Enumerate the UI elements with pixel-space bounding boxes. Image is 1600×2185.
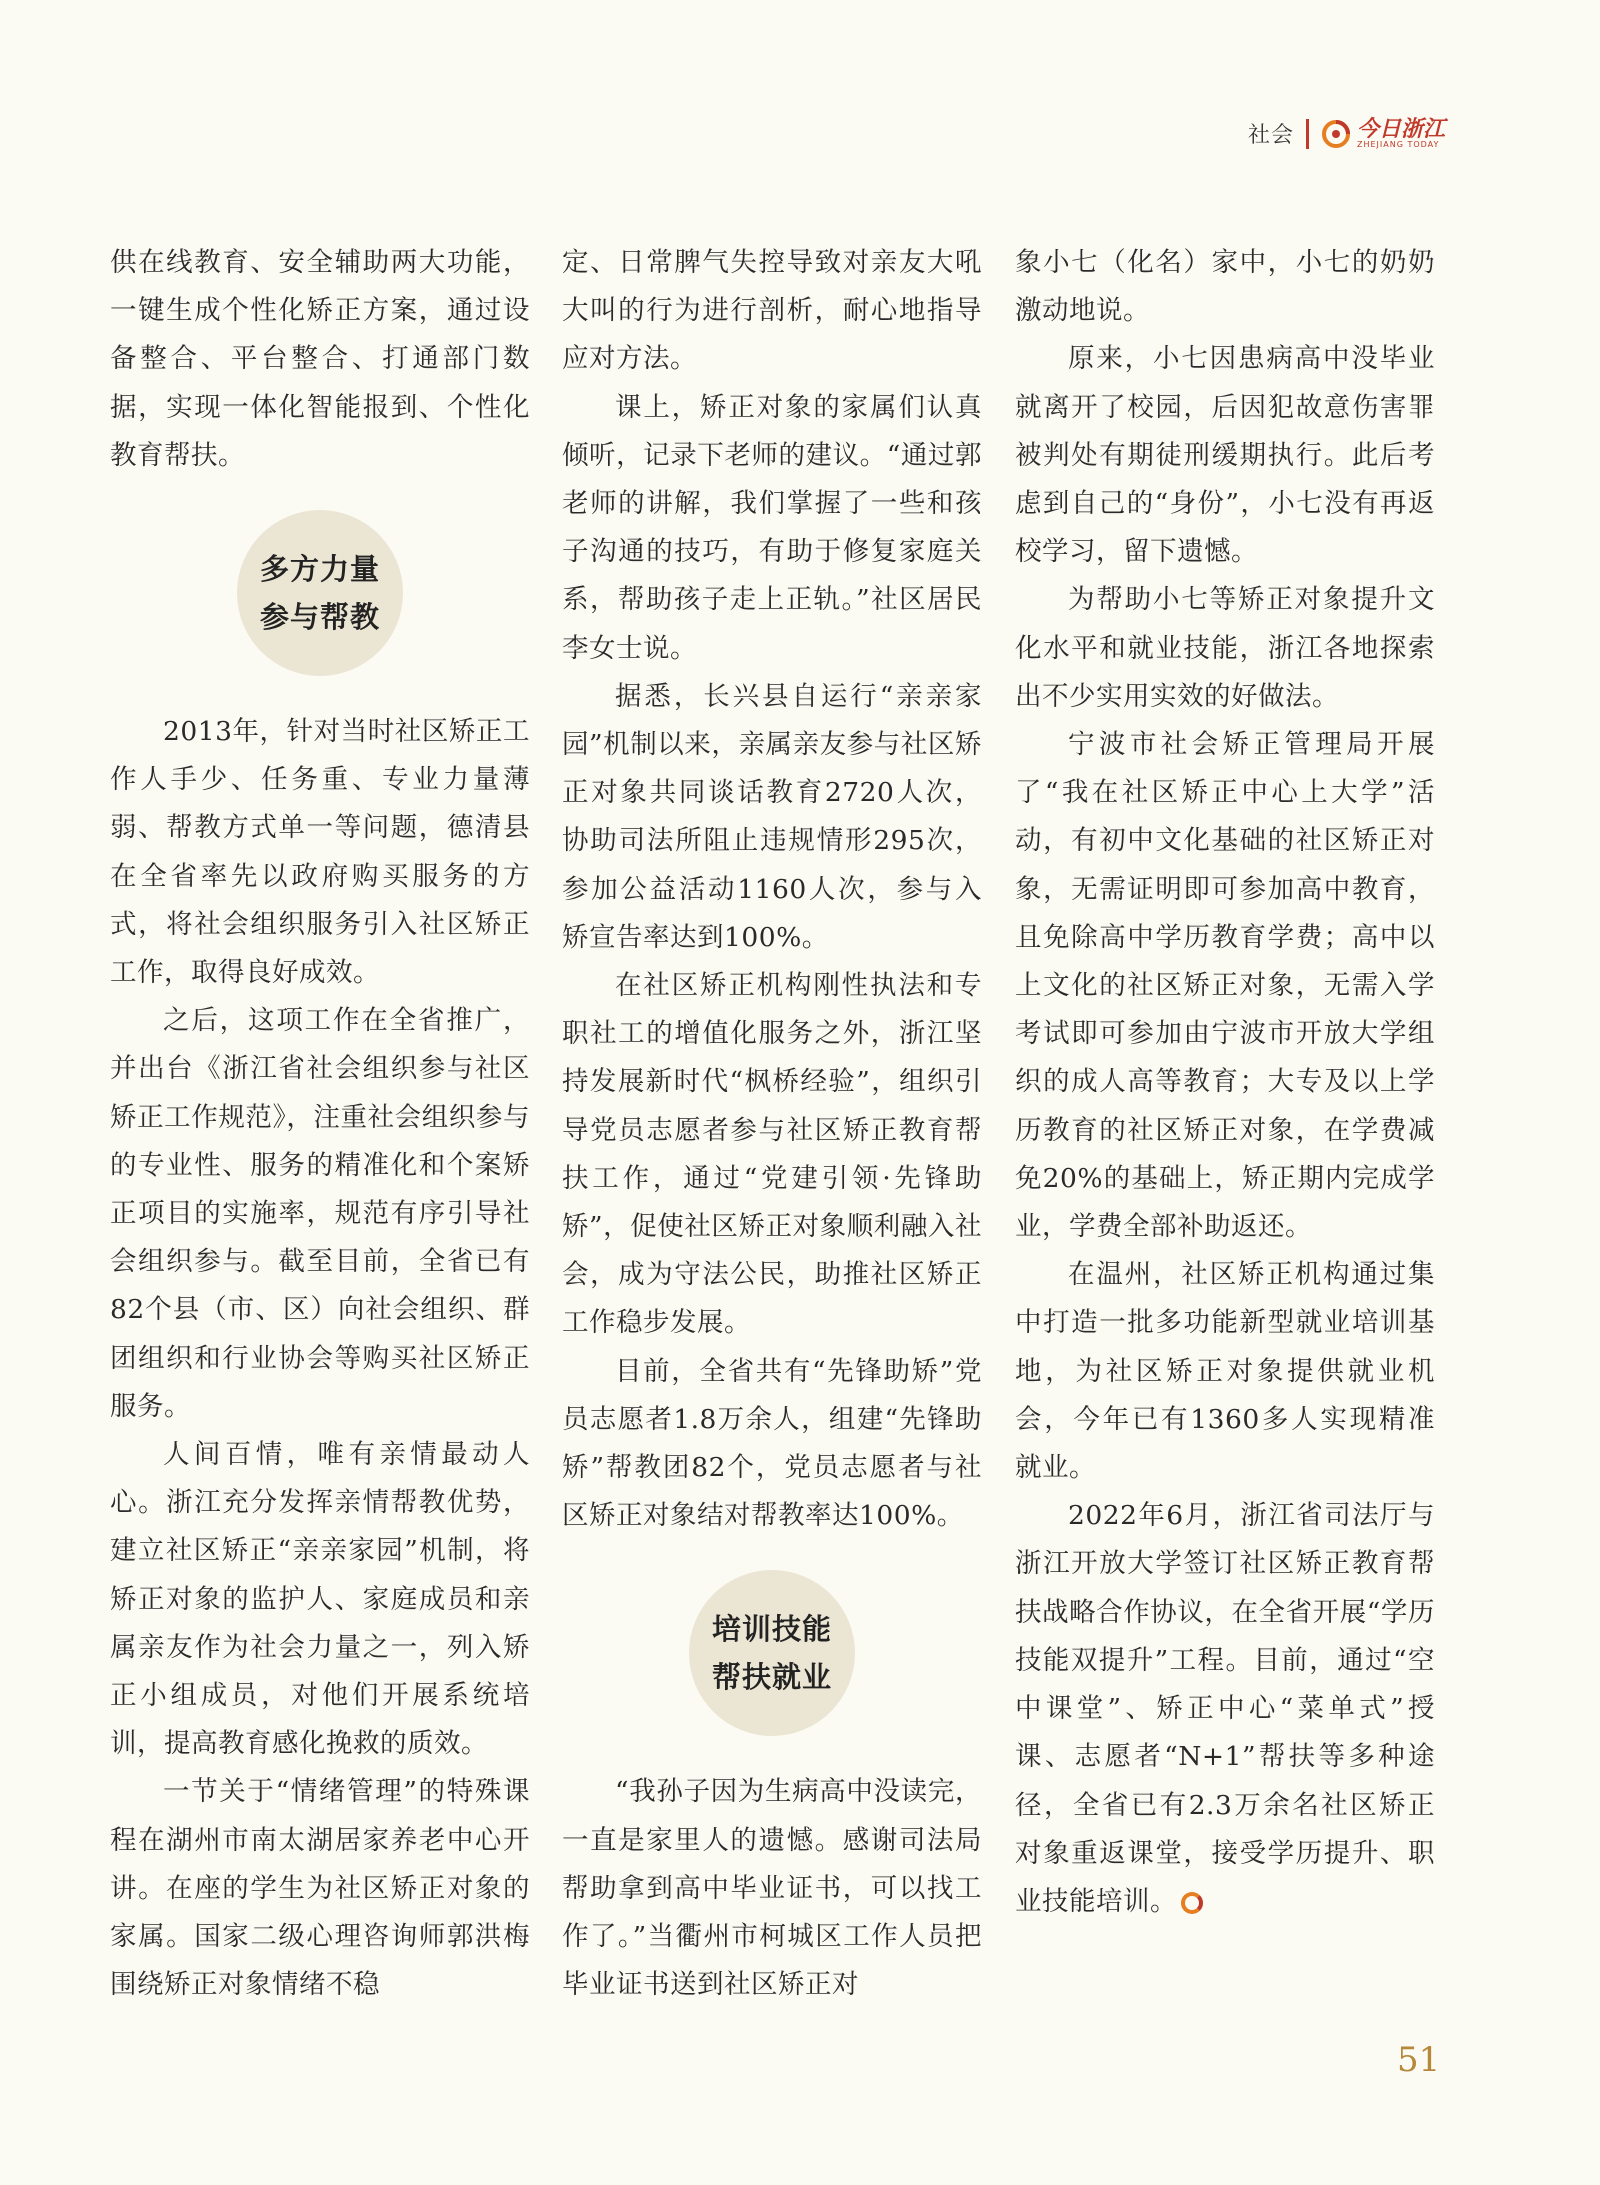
subheading-circle	[237, 510, 403, 676]
paragraph: 2013年，针对当时社区矫正工作人手少、任务重、专业力量薄弱、帮教方式单一等问题，德清县在全省率先以政府购买服务的方式，将社会组织服务引入社区矫正工作，取得良好成效。	[110, 716, 530, 989]
paragraph: “我孙子因为生病高中没读完，一直是家里人的遗憾。感谢司法局帮助拿到高中毕业证书，可以找工作了。”当衢州市柯城区工作人员把毕业证书送到社区矫正对	[562, 1776, 982, 2001]
subheading-line: 多方力量	[259, 552, 380, 587]
paragraph: 之后，这项工作在全省推广，并出台《浙江省社会组织参与社区矫正工作规范》，注重社会组织参与的专业性、服务的精准化和个案矫正项目的实施率，规范有序引导社会组织参与。截至目前，全省已有82个县（市、区）向社会组织、群团组织和行业协会等购买社区矫正服务。	[110, 1005, 530, 1422]
paragraph: 课上，矫正对象的家属们认真倾听，记录下老师的建议。“通过郭老师的讲解，我们掌握了一些和孩子沟通的技巧，有助于修复家庭关系，帮助孩子走上正轨。”社区居民李女士说。	[562, 391, 982, 664]
article-column-3	[1015, 239, 1435, 1926]
article-column-1	[110, 239, 530, 2010]
subheading-line: 参与帮教	[259, 600, 380, 635]
paragraph: 一节关于“情绪管理”的特殊课程在湖州市南太湖居家养老中心开讲。在座的学生为社区矫正对象的家属。国家二级心理咨询师郭洪梅围绕矫正对象情绪不稳	[110, 1776, 530, 2001]
header-divider	[1306, 119, 1309, 149]
subheading-line: 帮扶就业	[711, 1660, 832, 1695]
paragraph: 象小七（化名）家中，小七的奶奶激动地说。	[1015, 247, 1435, 327]
paragraph-text: 2022年6月，浙江省司法厅与浙江开放大学签订社区矫正教育帮扶战略合作协议，在全省开展“学历技能双提升”工程。目前，通过“空中课堂”、矫正中心“菜单式”授课、志愿者“N+1”帮扶等多种途径，全省已有2.3万余名社区矫正对象重返课堂，接受学历提升、职业技能培训。	[1015, 1500, 1435, 1917]
logo-subtitle: ZHEJIANG TODAY	[1356, 140, 1440, 150]
section-label: 社会	[1247, 123, 1294, 149]
page-number: 51	[1397, 2040, 1441, 2080]
magazine-logo	[1321, 118, 1445, 149]
paragraph: 定、日常脾气失控导致对亲友大吼大叫的行为进行剖析，耐心地指导应对方法。	[562, 247, 982, 375]
paragraph: 人间百情，唯有亲情最动人心。浙江充分发挥亲情帮教优势，建立社区矫正“亲亲家园”机制，将矫正对象的监护人、家庭成员和亲属亲友作为社会力量之一，列入矫正小组成员，对他们开展系统培训，提高教育感化挽救的质效。	[110, 1439, 530, 1760]
end-mark-icon	[1181, 1892, 1203, 1914]
logo-title: 今日浙江	[1356, 116, 1445, 142]
paragraph: 供在线教育、安全辅助两大功能，一键生成个性化矫正方案，通过设备整合、平台整合、打通部门数据，实现一体化智能报到、个性化教育帮扶。	[110, 247, 530, 471]
subheading-circle	[689, 1570, 855, 1736]
paragraph: 据悉，长兴县自运行“亲亲家园”机制以来，亲属亲友参与社区矫正对象共同谈话教育2720人次，协助司法所阻止违规情形295次，参加公益活动1160人次，参与入矫宣告率达到100%。	[562, 680, 982, 953]
paragraph: 在温州，社区矫正机构通过集中打造一批多功能新型就业培训基地，为社区矫正对象提供就业机会，今年已有1360多人实现精准就业。	[1015, 1259, 1435, 1484]
page-header	[1248, 118, 1445, 149]
paragraph: 原来，小七因患病高中没毕业就离开了校园，后因犯故意伤害罪被判处有期徒刑缓期执行。此后考虑到自己的“身份”，小七没有再返校学习，留下遗憾。	[1015, 343, 1435, 568]
paragraph: 为帮助小七等矫正对象提升文化水平和就业技能，浙江各地探索出不少实用实效的好做法。	[1015, 584, 1435, 712]
paragraph-final	[1015, 1492, 1435, 1926]
subheading-block	[110, 510, 530, 676]
article-column-2	[562, 239, 982, 2010]
swirl-logo-icon	[1321, 119, 1351, 149]
subheading-block	[562, 1570, 982, 1736]
paragraph: 在社区矫正机构刚性执法和专职社工的增值化服务之外，浙江坚持发展新时代“枫桥经验”，组织引导党员志愿者参与社区矫正教育帮扶工作，通过“党建引领·先锋助矫”，促使社区矫正对象顺利融入社会，成为守法公民，助推社区矫正工作稳步发展。	[562, 970, 982, 1339]
paragraph: 宁波市社会矫正管理局开展了“我在社区矫正中心上大学”活动，有初中文化基础的社区矫正对象，无需证明即可参加高中教育，且免除高中学历教育学费；高中以上文化的社区矫正对象，无需入学考试即可参加由宁波市开放大学组织的成人高等教育；大专及以上学历教育的社区矫正对象，在学费减免20%的基础上，矫正期内完成学业，学费全部补助返还。	[1015, 729, 1435, 1243]
subheading-line: 培训技能	[711, 1612, 832, 1647]
paragraph: 目前，全省共有“先锋助矫”党员志愿者1.8万余人，组建“先锋助矫”帮教团82个，党员志愿者与社区矫正对象结对帮教率达100%。	[562, 1355, 982, 1532]
